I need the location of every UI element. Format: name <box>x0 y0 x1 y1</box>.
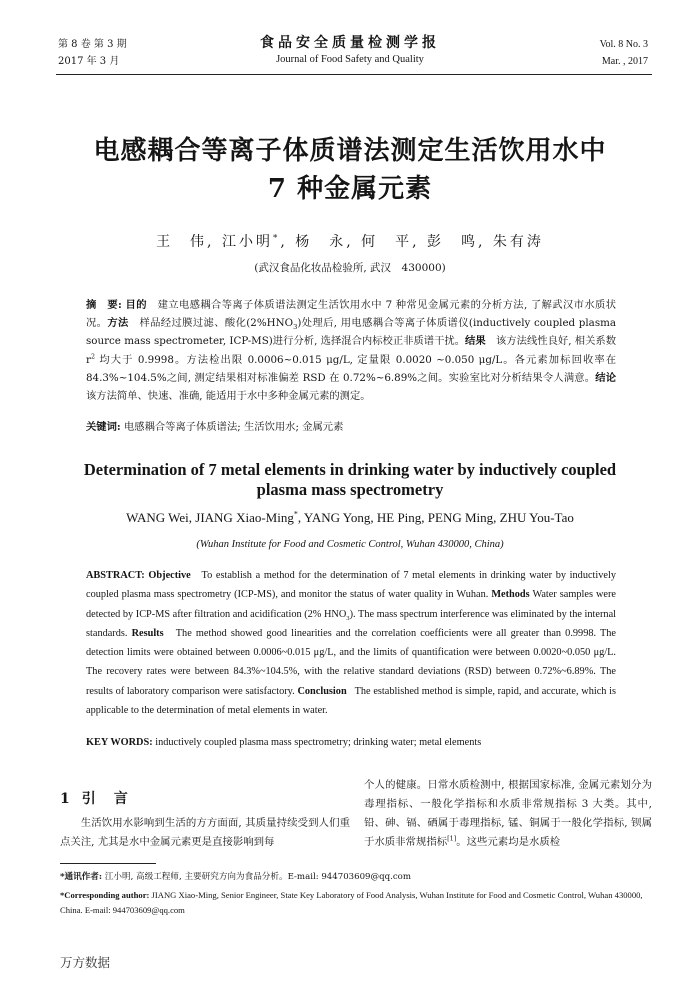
objective-text-zh: 建立电感耦合等离子体质谱法测定生活饮用水中 7 种常见金属元素的分析方法, 了解武汉市水质状况。 <box>86 299 617 330</box>
authors-zh <box>40 231 660 251</box>
header-rule <box>56 74 652 75</box>
results-sup-zh: 2 <box>90 352 95 361</box>
intro-right-text-b: 。这些元素均是水质检 <box>456 836 561 848</box>
abstract-zh <box>86 296 616 405</box>
results-text-zh-a: 该方法线性良好, 相关系数 r <box>86 335 617 366</box>
journal-name-zh: 食品安全质量检测学报 <box>260 35 440 51</box>
footnote-en-text: JIANG Xiao-Ming, Senior Engineer, State Key Laboratory of Food Analysis, Wuhan Institute for Food and Cosmetic Control, Wuhan 430000, China. E-mail: 944703609@qq.com <box>60 890 643 915</box>
methods-sub-zh: 3 <box>293 323 298 332</box>
methods-text-en-b: ). The mass spectrum interference was eliminated by the internal standards. <box>86 608 616 639</box>
footnote-rule <box>60 863 156 864</box>
affiliation-en: (Wuhan Institute for Food and Cosmetic Control, Wuhan 430000, China) <box>196 539 504 550</box>
affiliation-zh: (武汉食品化妆品检验所, 武汉 430000) <box>254 262 446 274</box>
header-date-zh: 2017 年 3 月 <box>58 56 120 67</box>
footnote-zh-label: *通讯作者: <box>60 872 103 882</box>
intro-left-column: 生活饮用水影响到生活的方方面面, 其质量持续受到人们重点关注, 尤其是水中金属元素更是直接影响到每 <box>60 817 350 848</box>
results-label-en: Results <box>131 627 164 639</box>
methods-label-en: Methods <box>491 589 530 601</box>
keywords-text-zh: 电感耦合等离子体质谱法; 生活饮用水; 金属元素 <box>123 421 344 433</box>
methods-text-zh-b: )处理后, 用电感耦合等离子体质谱仪(inductively coupled plasma source mass spectrometer, ICP-MS)进行分析, 选择混合内标校正非质谱干扰。 <box>86 317 617 348</box>
objective-label-zh: 目的 <box>125 299 147 311</box>
section-1-heading <box>60 788 130 808</box>
header-volume-zh <box>58 36 127 70</box>
header-vol-issue-zh: 第 8 卷 第 3 期 <box>58 39 127 50</box>
footnote-corresponding-zh <box>60 870 652 885</box>
corresponding-mark-en: * <box>293 509 298 519</box>
footnote-corresponding-en <box>60 888 652 918</box>
footnote-en-label: *Corresponding author: <box>60 890 150 900</box>
intro-right-column <box>364 776 652 852</box>
conclusion-label-en: Conclusion <box>297 685 347 697</box>
keywords-en <box>86 737 616 748</box>
abstract-en <box>86 566 616 720</box>
methods-sub-en: 3 <box>346 614 350 622</box>
conclusion-label-zh: 结论 <box>595 371 617 384</box>
keywords-text-en: inductively coupled plasma mass spectrometry; drinking water; metal elements <box>155 737 482 748</box>
paper-title-en: Determination of 7 metal elements in drinking water by inductively coupled plasma mass spectrometry <box>83 460 617 499</box>
authors-en-part1: WANG Wei, JIANG Xiao-Ming <box>126 510 294 525</box>
section-1-title: 引 言 <box>81 791 130 807</box>
keywords-label-zh: 关键词: <box>86 421 121 433</box>
authors-en-part2: , YANG Yong, HE Ping, PENG Ming, ZHU You-Tao <box>297 510 574 525</box>
authors-zh-part1: 王 伟, 江小明 <box>156 234 273 250</box>
abstract-label-en: ABSTRACT: <box>86 570 145 581</box>
results-text-zh-b: 均大于 0.9998。方法检出限 0.0006~0.015 μg/L, 定量限 0.0020 ~0.050 μg/L。各元素加标回收率在 84.3%~104.5%之间, 测定结果相对标准偏差 RSD 在 0.72%~6.89%之间。实验室比对分析结果令人满意。 <box>86 353 616 384</box>
header-date-en: Mar. , 2017 <box>601 56 648 67</box>
keywords-label-en: KEY WORDS: <box>86 737 153 748</box>
footnote-zh-text: 江小明, 高级工程师, 主要研究方向为食品分析。E-mail: 944703609@qq.com <box>104 872 411 882</box>
section-1-number: 1 <box>60 791 72 807</box>
objective-text-en: To establish a method for the determination of 7 metal elements in drinking water by inductively coupled plasma mass spectrometry (ICP-MS), and monitor the status of water quality in Wuhan. <box>86 570 616 601</box>
intro-right-text-a: 个人的健康。日常水质检测中, 根据国家标准, 金属元素划分为毒理指标、一般化学指标和水质非常规指标 3 大类。其中, 铅、砷、镉、硒属于毒理指标, 锰、铜属于一般化学指标, 钡属于水质非常规指标 <box>364 779 652 848</box>
keywords-zh <box>86 418 616 433</box>
paper-title-zh <box>40 132 660 208</box>
results-text-en: The method showed good linearities and the correlation coefficients were all greater than 0.9998. The detection limits were obtained between 0.0006~0.015 μg/L, and the limits of quantification were between 0.0020~0.050 μg/L. The recovery rates were between 84.3%~104.5%, with the relative standard deviations (RSD) between 0.72%~6.89%. The results of laboratory comparison were satisfactory. <box>86 627 616 697</box>
header-journal <box>200 34 500 68</box>
title-zh-line1: 电感耦合等离子体质谱法测定生活饮用水中 <box>93 136 607 166</box>
corresponding-mark-zh: * <box>272 233 281 244</box>
abstract-label-zh: 摘 要: <box>86 299 122 311</box>
methods-label-zh: 方法 <box>107 317 129 330</box>
title-zh-line2: 7 种金属元素 <box>267 174 433 204</box>
conclusion-text-zh: 该方法简单、快速、准确, 能适用于水中多种金属元素的测定。 <box>86 390 371 403</box>
authors-en <box>40 510 660 526</box>
wanfang-watermark: 万方数据 <box>60 955 111 970</box>
header-vol-issue-en: Vol. 8 No. 3 <box>599 39 648 50</box>
header-volume-en <box>600 36 648 70</box>
citation-ref: [1] <box>447 834 457 843</box>
journal-name-en: Journal of Food Safety and Quality <box>276 54 424 65</box>
objective-label-en: Objective <box>148 570 191 581</box>
methods-text-zh-a: 样品经过膜过滤、酸化(2%HNO <box>139 317 294 330</box>
authors-zh-part2: , 杨 永, 何 平, 彭 鸣, 朱有涛 <box>280 234 544 250</box>
conclusion-text-en: The established method is simple, rapid, and accurate, which is applicable to the determination of metal elements in water. <box>86 685 617 717</box>
results-label-zh: 结果 <box>465 335 486 348</box>
methods-text-en-a: Water samples were detected by ICP-MS after filtration and acidification (2% HNO <box>86 589 616 620</box>
